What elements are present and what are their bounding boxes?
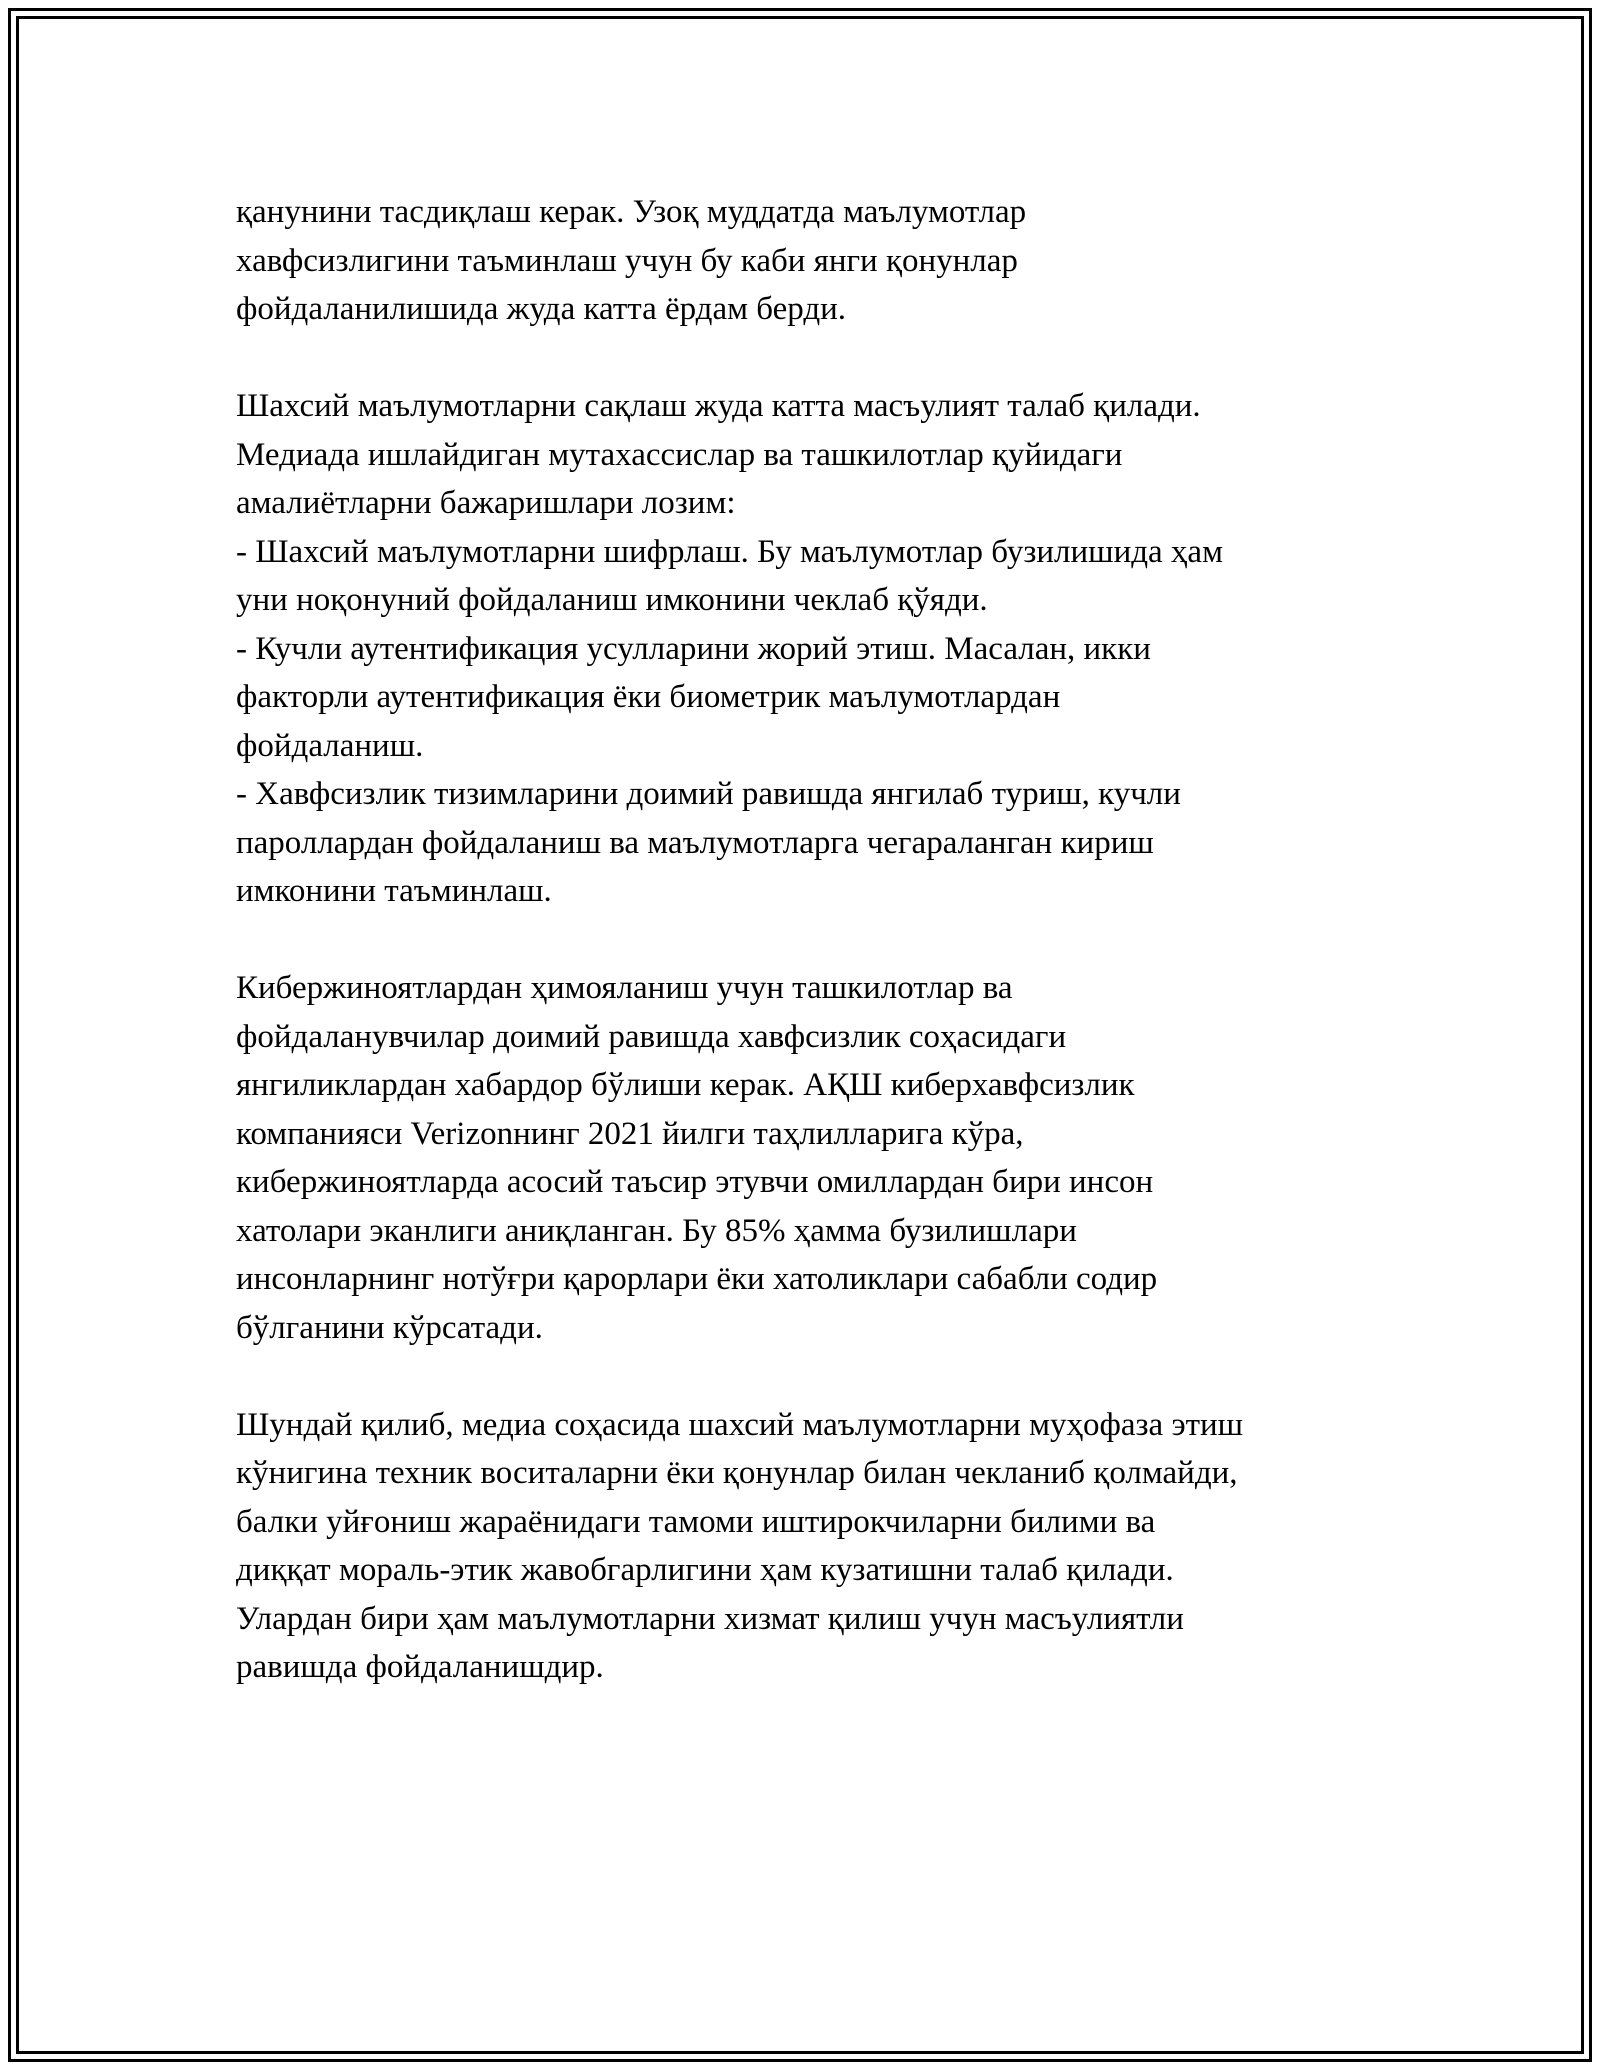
- list-item-line: пароллардан фойдаланиш ва маълумотларга чегараланган кириш: [236, 824, 1154, 861]
- text-line: амалиётларни бажаришлари лозим:: [236, 485, 736, 521]
- text-line: хатолари эканлиги аниқланган. Бу 85% ҳамма бузилишлари: [236, 1212, 1077, 1249]
- paragraph-3: [236, 964, 1376, 1352]
- text-line: кибержиноятларда асосий таъсир этувчи омиллардан бири инсон: [236, 1164, 1154, 1200]
- paragraph-2: [236, 382, 1376, 916]
- text-line: Шундай қилиб, медиа соҳасида шахсий маълумотларни муҳофаза этиш: [236, 1406, 1244, 1443]
- text-line: хавфсизлигини таъминлаш учун бу каби янги қонунлар: [236, 242, 1018, 279]
- list-item-line: - Хавфсизлик тизимларини доимий равишда янгилаб туриш, кучли: [236, 776, 1181, 812]
- text-line: фойдаланувчилар доимий равишда хавфсизлик соҳасидаги: [236, 1018, 1067, 1055]
- list-item-line: факторли аутентификация ёки биометрик маълумотлардан: [236, 679, 1061, 715]
- text-line: Кибержиноятлардан ҳимояланиш учун ташкилотлар ва: [236, 970, 1013, 1006]
- text-line: қанунини тасдиқлаш керак. Узоқ муддатда маълумотлар: [236, 194, 1027, 230]
- text-line: балки уйғониш жараёнидаги тамоми иштирокчиларни билими ва: [236, 1503, 1156, 1540]
- text-line: компанияси Verizonнинг 2021 йилги таҳлилларига кўра,: [236, 1115, 1024, 1152]
- text-line: Улардан бири ҳам маълумотларни хизмат қилиш учун масъулиятли: [236, 1600, 1184, 1637]
- list-item-line: имконини таъминлаш.: [236, 873, 552, 909]
- text-line: инсонларнинг нотўғри қарорлари ёки хатоликлари сабабли содир: [236, 1261, 1158, 1297]
- text-line: равишда фойдаланишдир.: [236, 1649, 604, 1685]
- text-line: диққат мораль-этик жавобгарлигини ҳам кузатишни талаб қилади.: [236, 1552, 1174, 1588]
- list-item-line: - Шахсий маълумотларни шифрлаш. Бу маълумотлар бузилишида ҳам: [236, 533, 1223, 570]
- document-body: [236, 188, 1376, 1740]
- list-item-line: фойдаланиш.: [236, 727, 424, 764]
- paragraph-1: [236, 188, 1376, 334]
- text-line: Шахсий маълумотларни сақлаш жуда катта масъулият талаб қилади.: [236, 388, 1201, 424]
- list-item-line: - Кучли аутентификация усулларини жорий этиш. Масалан, икки: [236, 630, 1151, 667]
- text-line: Медиада ишлайдиган мутахассислар ва ташкилотлар қуйидаги: [236, 436, 1123, 473]
- text-line: бўлганини кўрсатади.: [236, 1309, 543, 1346]
- list-item-line: уни ноқонуний фойдаланиш имконини чеклаб қўяди.: [236, 582, 988, 618]
- paragraph-4: [236, 1401, 1376, 1692]
- text-line: кўнигина техник воситаларни ёки қонунлар билан чекланиб қолмайди,: [236, 1455, 1238, 1491]
- text-line: фойдаланилишида жуда катта ёрдам берди.: [236, 291, 847, 327]
- text-line: янгиликлардан хабардор бўлиши керак. АҚШ киберхавфсизлик: [236, 1067, 1135, 1103]
